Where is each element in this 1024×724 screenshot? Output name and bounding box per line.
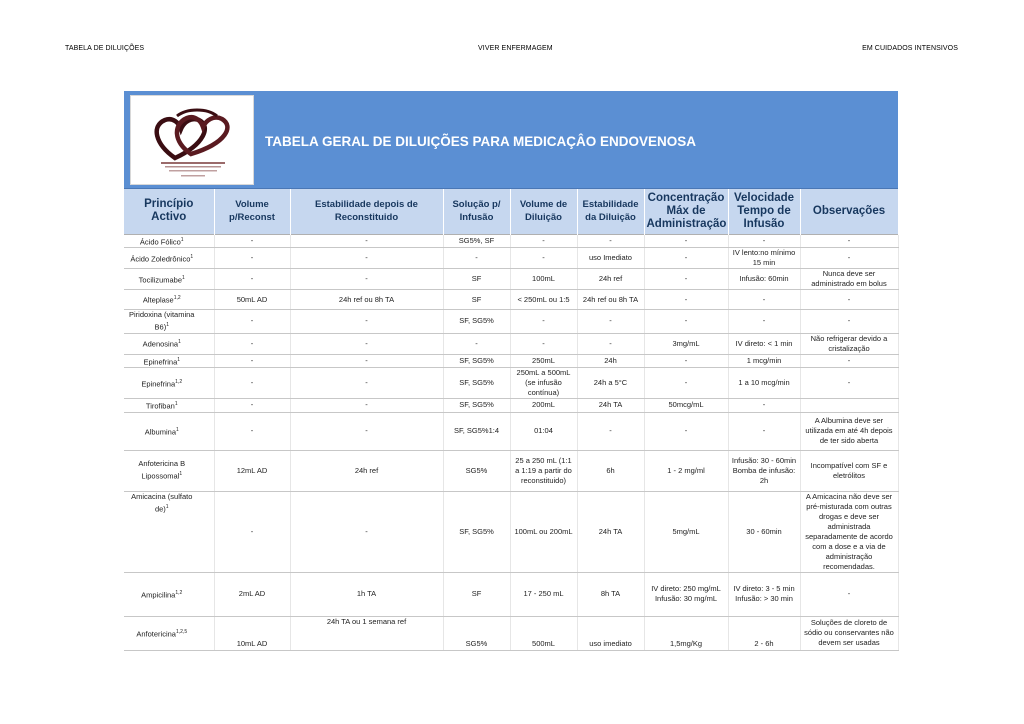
drug-name: Amicacina (sulfato de) — [131, 491, 193, 513]
table-cell: - — [214, 368, 290, 399]
table-cell: SF, SG5% — [443, 354, 510, 368]
table-cell: - — [214, 310, 290, 334]
table-row — [124, 368, 898, 399]
table-row — [124, 290, 898, 310]
reference-superscript: 1,2 — [173, 295, 181, 302]
table-cell: - — [214, 333, 290, 354]
drug-name: Ácido Zoledrônico — [130, 254, 191, 264]
table-row — [124, 310, 898, 334]
table-row — [124, 450, 898, 491]
reference-superscript: 1 — [190, 253, 194, 260]
table-cell: 3mg/mL — [644, 333, 728, 354]
table-cell: 24h a 5°C — [577, 368, 644, 399]
reference-superscript: 1,2,5 — [175, 628, 188, 635]
drug-name-cell — [124, 269, 214, 290]
table-cell: SF, SG5% — [443, 399, 510, 413]
table-cell: - — [800, 248, 898, 269]
reference-superscript: 1 — [179, 471, 183, 478]
table-cell: 200mL — [510, 399, 577, 413]
drug-name-cell — [124, 290, 214, 310]
drug-name: Tocilizumabe — [138, 275, 183, 285]
table-cell: 30 - 60min — [728, 491, 800, 572]
table-row — [124, 399, 898, 413]
table-cell: SF — [443, 290, 510, 310]
hearts-logo-icon — [131, 96, 255, 186]
table-cell: - — [290, 412, 443, 450]
table-cell: A Albumina deve ser utilizada em até 4h depois de ter sido aberta — [800, 412, 898, 450]
table-cell: - — [214, 412, 290, 450]
document-title: TABELA GERAL DE DILUIÇÕES PARA MEDICAÇÂO ENDOVENOSA — [265, 134, 697, 149]
dilution-sheet — [124, 91, 898, 648]
column-header: Volume de Diluição — [510, 189, 577, 234]
drug-name-cell — [124, 234, 214, 248]
drug-name: Epinefrina — [143, 357, 178, 366]
table-cell: uso imediato — [577, 616, 644, 650]
table-cell: - — [577, 234, 644, 248]
table-cell: - — [214, 399, 290, 413]
reference-superscript: 1 — [166, 322, 169, 328]
drug-name-cell — [124, 399, 214, 413]
drug-name-cell — [124, 616, 214, 650]
table-cell: - — [800, 572, 898, 616]
table-cell: - — [510, 310, 577, 334]
drug-name: Epinefrina — [141, 379, 176, 389]
drug-name-cell — [124, 491, 214, 572]
table-cell: Infusão: 60min — [728, 269, 800, 290]
drug-name: Piridoxina (vitamina B6) — [129, 310, 195, 332]
table-cell: - — [644, 269, 728, 290]
column-header: Volume p/Reconst — [214, 189, 290, 234]
table-cell: A Amicacina não deve ser pré-misturada com outras drogas e deve ser administrada separadamente de acordo com a dose e a via de administração recomendadas. — [800, 491, 898, 572]
table-cell: 24h TA — [577, 399, 644, 413]
table-cell: - — [577, 310, 644, 334]
table-cell: - — [800, 354, 898, 368]
table-cell: 500mL — [510, 616, 577, 650]
table-cell: - — [443, 333, 510, 354]
table-cell: 12mL AD — [214, 450, 290, 491]
table-cell: 2mL AD — [214, 572, 290, 616]
table-cell: 1 a 10 mcg/min — [728, 368, 800, 399]
table-cell: - — [644, 368, 728, 399]
table-cell: - — [290, 491, 443, 572]
table-cell: Não refrigerar devido a cristalização — [800, 333, 898, 354]
table-cell: - — [644, 290, 728, 310]
table-row — [124, 616, 898, 650]
table-cell: SF, SG5% — [443, 491, 510, 572]
table-cell: - — [290, 269, 443, 290]
table-cell: - — [214, 234, 290, 248]
table-cell: SG5%, SF — [443, 234, 510, 248]
drug-name-cell — [124, 248, 214, 269]
table-cell: 2 - 6h — [728, 616, 800, 650]
table-cell: - — [644, 234, 728, 248]
table-row — [124, 248, 898, 269]
title-banner — [124, 91, 898, 189]
table-header-row — [124, 189, 898, 234]
table-cell: 24h TA — [577, 491, 644, 572]
table-cell: IV lento:no mínimo 15 min — [728, 248, 800, 269]
table-cell: - — [800, 368, 898, 399]
table-cell: IV direto: 250 mg/mL Infusão: 30 mg/mL — [644, 572, 728, 616]
table-cell: - — [577, 333, 644, 354]
running-header-right: EM CUIDADOS INTENSIVOS — [862, 45, 958, 52]
table-cell: - — [800, 290, 898, 310]
table-cell: - — [214, 491, 290, 572]
table-cell: 17 - 250 mL — [510, 572, 577, 616]
column-header: Estabilidade depois de Reconstituido — [290, 189, 443, 234]
table-cell: - — [800, 310, 898, 334]
table-cell: - — [290, 310, 443, 334]
table-cell: - — [728, 290, 800, 310]
table-cell: - — [290, 399, 443, 413]
table-cell — [800, 399, 898, 413]
table-cell: - — [800, 234, 898, 248]
table-cell: - — [728, 399, 800, 413]
table-cell: 50mL AD — [214, 290, 290, 310]
reference-superscript: 1 — [177, 356, 181, 363]
table-cell: - — [290, 333, 443, 354]
dilution-table — [124, 189, 899, 651]
table-cell: - — [510, 248, 577, 269]
drug-name-cell — [124, 354, 214, 368]
table-cell: 10mL AD — [214, 616, 290, 650]
drug-name-cell — [124, 333, 214, 354]
table-cell: 100mL — [510, 269, 577, 290]
logo — [130, 95, 254, 185]
drug-name: Anfotericina — [136, 629, 176, 639]
drug-name: Albumina — [144, 427, 176, 437]
table-cell: 24h ref ou 8h TA — [577, 290, 644, 310]
running-header — [0, 45, 1024, 57]
table-cell: 100mL ou 200mL — [510, 491, 577, 572]
table-cell: 5mg/mL — [644, 491, 728, 572]
table-cell: 1 - 2 mg/ml — [644, 450, 728, 491]
table-cell: 24h ref ou 8h TA — [290, 290, 443, 310]
table-cell: - — [728, 310, 800, 334]
table-row — [124, 269, 898, 290]
column-header: Princípio Activo — [124, 189, 214, 234]
table-cell: 24h — [577, 354, 644, 368]
reference-superscript: 1,2 — [175, 378, 183, 385]
table-row — [124, 412, 898, 450]
table-cell: - — [644, 412, 728, 450]
drug-name: Alteplase — [142, 295, 174, 305]
column-header: Observações — [800, 189, 898, 234]
table-cell: 1 mcg/min — [728, 354, 800, 368]
table-cell: IV direto: 3 - 5 min Infusão: > 30 min — [728, 572, 800, 616]
table-cell: 1h TA — [290, 572, 443, 616]
table-cell: - — [290, 354, 443, 368]
reference-superscript: 1 — [180, 236, 184, 243]
table-cell: Infusão: 30 - 60min Bomba de infusão: 2h — [728, 450, 800, 491]
reference-superscript: 1,2 — [175, 589, 183, 596]
drug-name: Tirofiban — [145, 401, 175, 411]
table-cell: 24h ref — [577, 269, 644, 290]
reference-superscript: 1 — [165, 503, 169, 510]
table-cell: - — [728, 412, 800, 450]
table-cell: - — [728, 234, 800, 248]
table-cell: SF — [443, 572, 510, 616]
column-header: Velocidade Tempo de Infusão — [728, 189, 800, 234]
table-cell: Nunca deve ser administrado em bolus — [800, 269, 898, 290]
drug-name: Anfotericina B Lipossomal — [138, 459, 186, 481]
table-row — [124, 333, 898, 354]
column-header: Concentração Máx de Administração — [644, 189, 728, 234]
reference-superscript: 1 — [178, 339, 181, 346]
column-header: Solução p/ Infusão — [443, 189, 510, 234]
table-row — [124, 491, 898, 572]
table-cell: - — [214, 354, 290, 368]
reference-superscript: 1 — [174, 401, 178, 407]
table-cell: - — [290, 234, 443, 248]
table-cell: - — [577, 412, 644, 450]
table-cell: - — [510, 234, 577, 248]
table-cell: 50mcg/mL — [644, 399, 728, 413]
table-cell: < 250mL ou 1:5 — [510, 290, 577, 310]
table-cell: SG5% — [443, 616, 510, 650]
table-cell: SF, SG5%1:4 — [443, 412, 510, 450]
column-header: Estabilidade da Diluição — [577, 189, 644, 234]
table-cell: 24h ref — [290, 450, 443, 491]
drug-name: Ampicilina — [141, 590, 176, 600]
table-cell: uso Imediato — [577, 248, 644, 269]
drug-name-cell — [124, 572, 214, 616]
drug-name-cell — [124, 450, 214, 491]
drug-name: Ácido Fólico — [139, 237, 181, 246]
running-header-center: VIVER ENFERMAGEM — [478, 45, 553, 52]
table-row — [124, 354, 898, 368]
table-row — [124, 234, 898, 248]
table-cell: 250mL a 500mL (se infusão contínua) — [510, 368, 577, 399]
table-row — [124, 572, 898, 616]
table-cell: 1,5mg/Kg — [644, 616, 728, 650]
running-header-left: TABELA DE DILUIÇÕES — [65, 45, 145, 52]
drug-name: Adenosina — [142, 339, 179, 349]
table-cell: - — [644, 310, 728, 334]
table-cell: - — [214, 248, 290, 269]
table-cell: SF — [443, 269, 510, 290]
table-cell: SF, SG5% — [443, 310, 510, 334]
table-cell: SG5% — [443, 450, 510, 491]
table-cell: Soluções de cloreto de sódio ou conservantes não devem ser usadas — [800, 616, 898, 650]
table-cell: IV direto: < 1 min — [728, 333, 800, 354]
table-cell: - — [644, 248, 728, 269]
table-cell: 24h TA ou 1 semana ref — [290, 616, 443, 650]
drug-name-cell — [124, 412, 214, 450]
table-cell: - — [443, 248, 510, 269]
table-cell: - — [644, 354, 728, 368]
drug-name-cell — [124, 310, 214, 334]
table-cell: Incompatível com SF e eletrólitos — [800, 450, 898, 491]
table-cell: 25 a 250 mL (1:1 a 1:19 a partir do reconstituido) — [510, 450, 577, 491]
reference-superscript: 1 — [176, 426, 179, 433]
table-cell: SF, SG5% — [443, 368, 510, 399]
table-body — [124, 234, 898, 650]
table-cell: 8h TA — [577, 572, 644, 616]
table-cell: - — [290, 368, 443, 399]
table-cell: - — [510, 333, 577, 354]
drug-name-cell — [124, 368, 214, 399]
table-cell: 250mL — [510, 354, 577, 368]
reference-superscript: 1 — [182, 274, 185, 281]
table-cell: - — [290, 248, 443, 269]
table-cell: - — [214, 269, 290, 290]
table-cell: 01:04 — [510, 412, 577, 450]
table-cell: 6h — [577, 450, 644, 491]
